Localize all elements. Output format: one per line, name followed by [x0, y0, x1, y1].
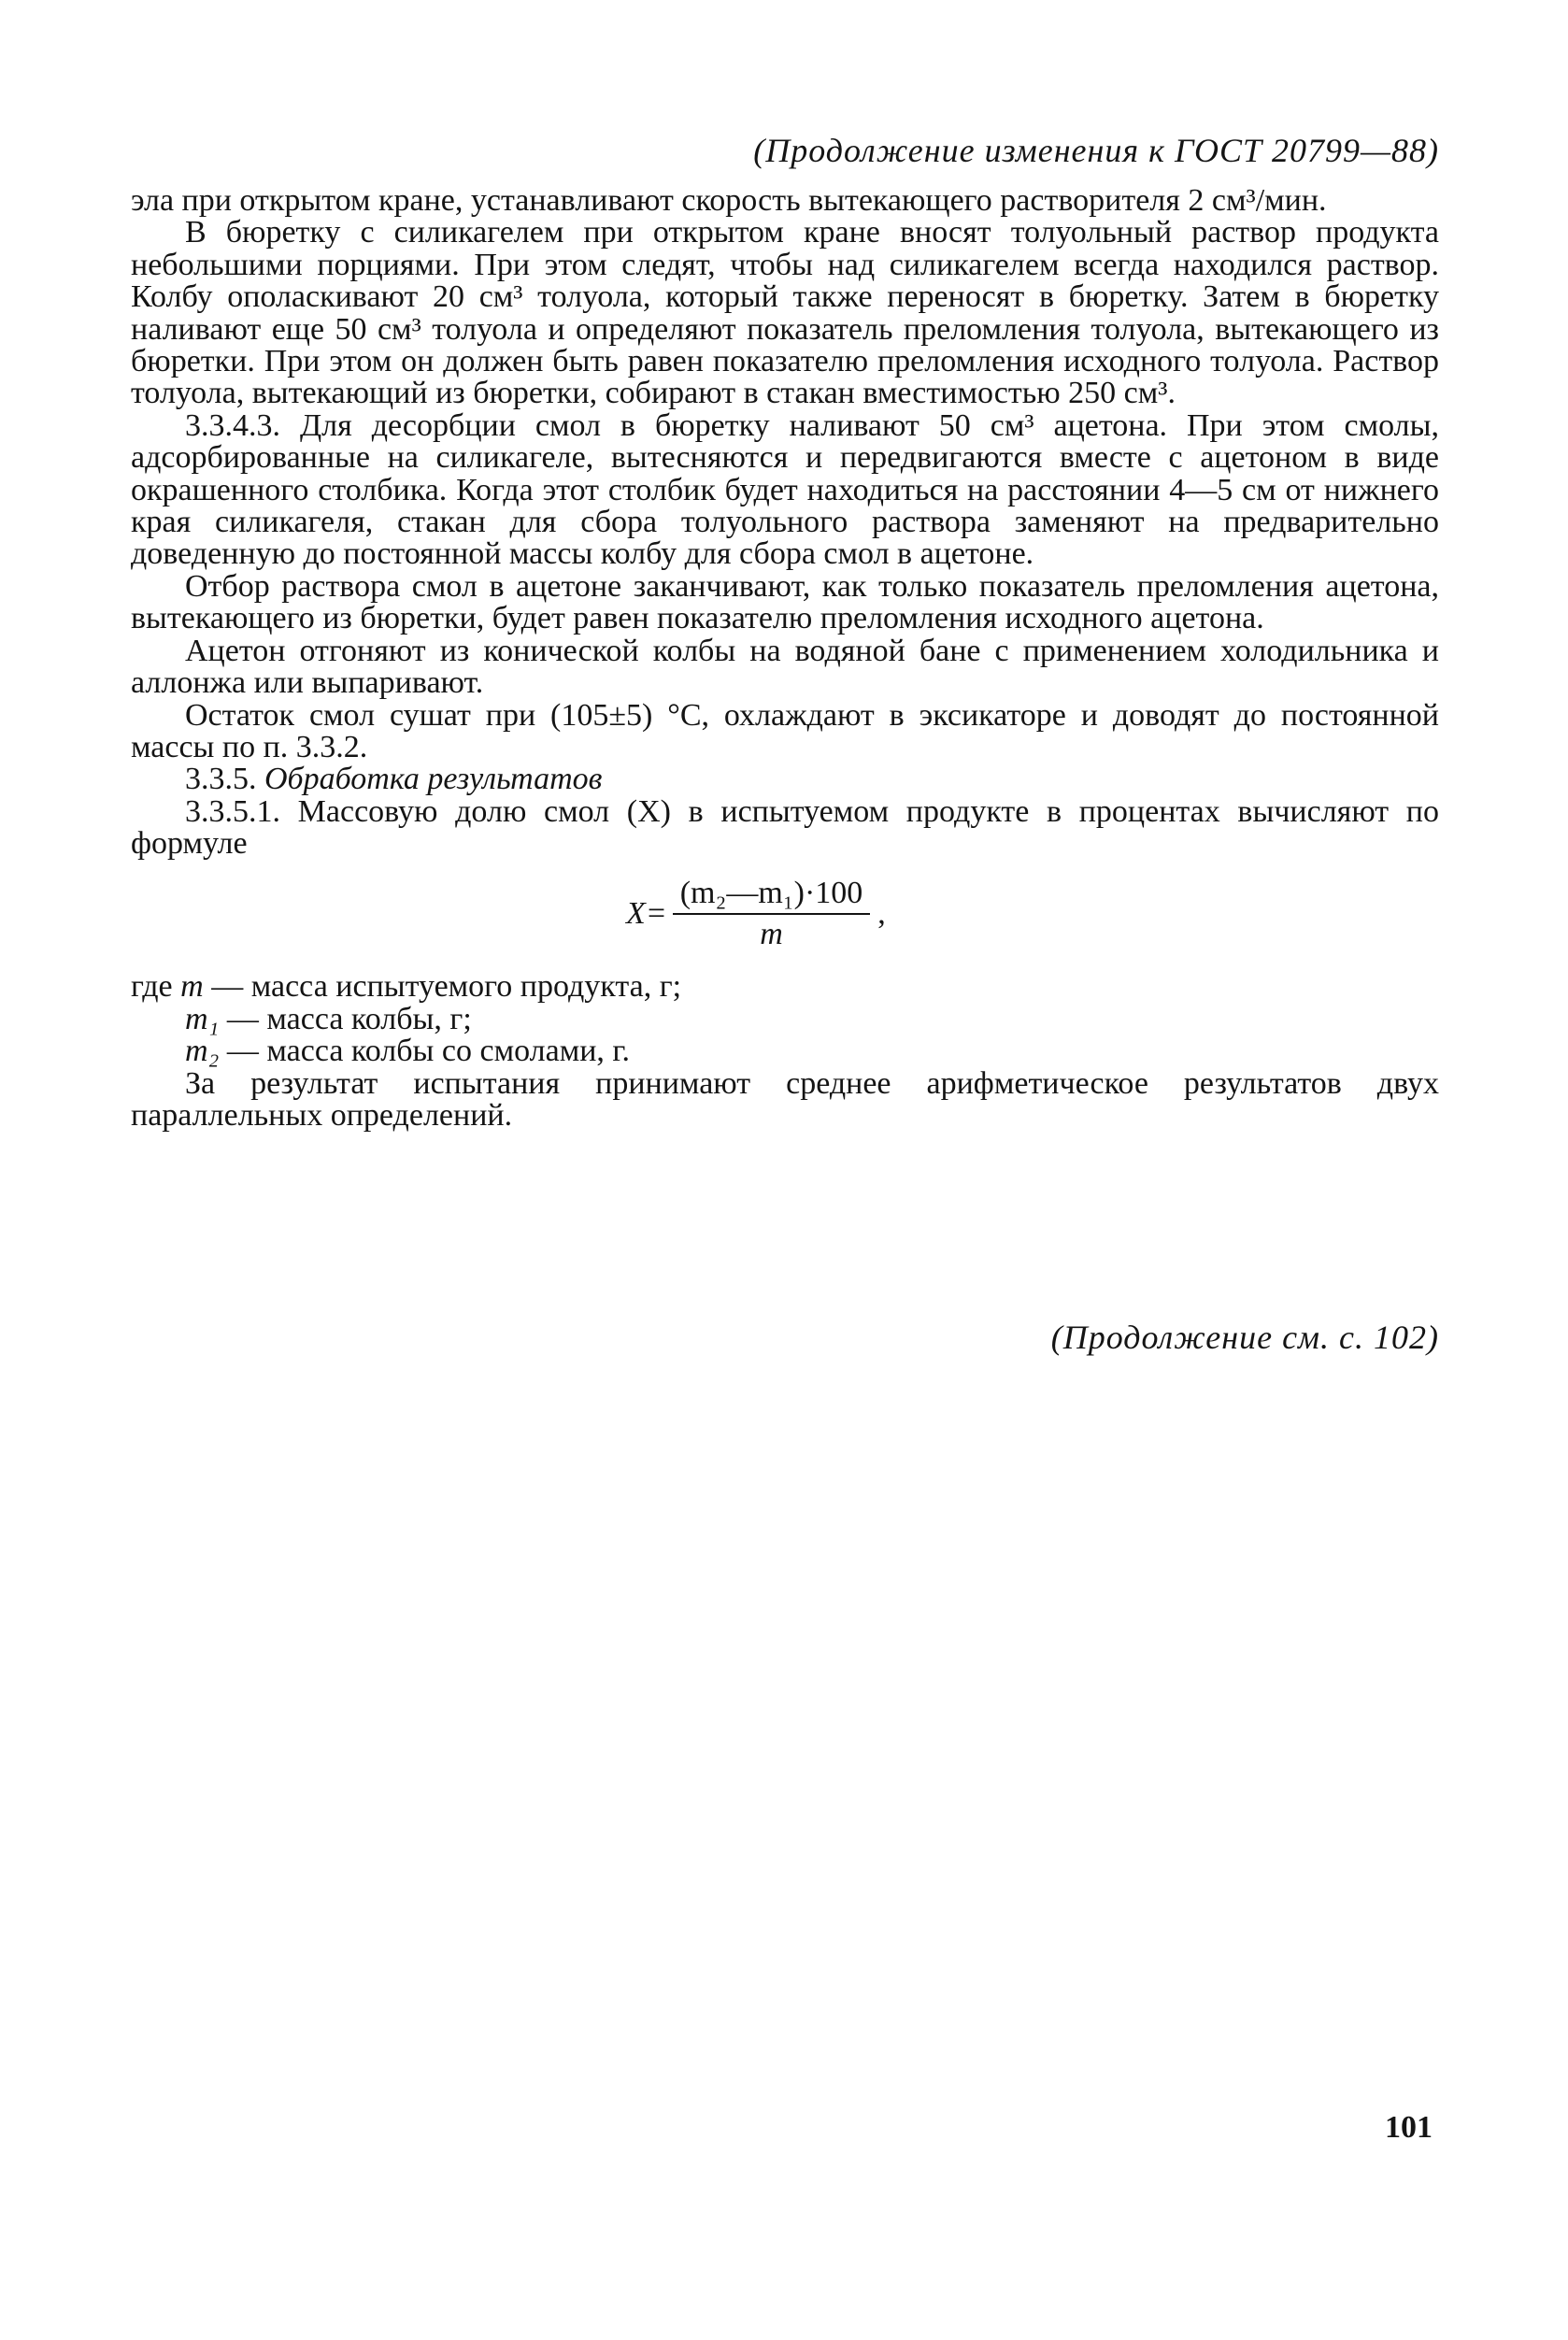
definition-m: [131, 971, 1439, 1003]
paragraph-drying: Остаток смол сушат при (105±5) °С, охлаждают в эксикаторе и доводят до постоянной массы по п. 3.3.2.: [131, 697, 1439, 764]
continuation-header: (Продолжение изменения к ГОСТ 20799—88): [753, 132, 1439, 169]
paragraph-result: За результат испытания принимают среднее арифметическое результатов двух параллельных определений.: [131, 1065, 1439, 1133]
paragraph-flow-rate: эла при открытом кране, устанавливают скорость вытекающего растворителя 2 см³/мин.: [131, 183, 1327, 218]
formula-fraction: [673, 875, 871, 951]
formula-trailing: ,: [877, 895, 886, 931]
page-number: 101: [1385, 2110, 1433, 2145]
definition-symbol: m₁: [185, 1001, 220, 1036]
paragraph-calculation: 3.3.5.1. Массовую долю смол (X) в испытуемом продукте в процентах вычисляют по формуле: [131, 793, 1439, 862]
definition-m1: [131, 1001, 1439, 1036]
definition-text: — масса колбы, г;: [219, 1001, 472, 1036]
paragraph-acetone-collection: Отбор раствора смол в ацетоне заканчивают, как только показатель преломления ацетона, вытекающего из бюретки, будет равен показателю преломления исходного ацетона.: [131, 568, 1439, 636]
definition-text: — масса колбы со смолами, г.: [219, 1034, 631, 1069]
paragraph-acetone-distillation: Ацетон отгоняют из конической колбы на водяной бане с применением холодильника и аллонжа или выпаривают.: [131, 633, 1439, 701]
section-number: 3.3.5.: [185, 762, 257, 797]
formula-lhs: X=: [626, 895, 667, 931]
section-heading: [131, 763, 1439, 795]
definition-symbol: m₂: [185, 1034, 220, 1069]
formula-denominator: m: [760, 916, 783, 951]
definition-prefix: где: [131, 969, 181, 1005]
paragraph-desorption: 3.3.4.3. Для десорбции смол в бюретку наливают 50 см³ ацетона. При этом смолы, адсорбированные на силикагеле, вытесняются и передвигаются вместе с ацетоном в виде окрашенного столбика. Когда этот столбик будет находиться на расстоянии 4—5 см от нижнего края силикагеля, стакан для сбора толуольного раствора заменяют на предварительно доведенную до постоянной массы колбу для сбора смол в ацетоне.: [131, 407, 1439, 572]
section-title: Обработка результатов: [264, 762, 603, 797]
document-body: [131, 185, 1439, 1132]
paragraph-toluene-solution: В бюретку с силикагелем при открытом кране вносят толуольный раствор продукта небольшими порциями. При этом следят, чтобы над силикагелем всегда находился раствор. Колбу ополаскивают 20 см³ толуола, который также переносят в бюретку. Затем в бюретку наливают еще 50 см³ толуола и определяют показатель преломления толуола, вытекающего из бюретки. При этом он должен быть равен показателю преломления исходного толуола. Раствор толуола, вытекающий из бюретки, собирают в стакан вместимостью 250 см³.: [131, 215, 1439, 411]
definition-symbol: m: [180, 969, 204, 1005]
formula-numerator: (m₂—m₁)·100: [673, 878, 871, 915]
definition-m2: [131, 1035, 1439, 1067]
continuation-footer: (Продолжение см. с. 102): [1050, 1319, 1439, 1356]
definition-text: — масса испытуемого продукта, г;: [203, 969, 682, 1005]
mass-fraction-formula: [626, 875, 1439, 951]
